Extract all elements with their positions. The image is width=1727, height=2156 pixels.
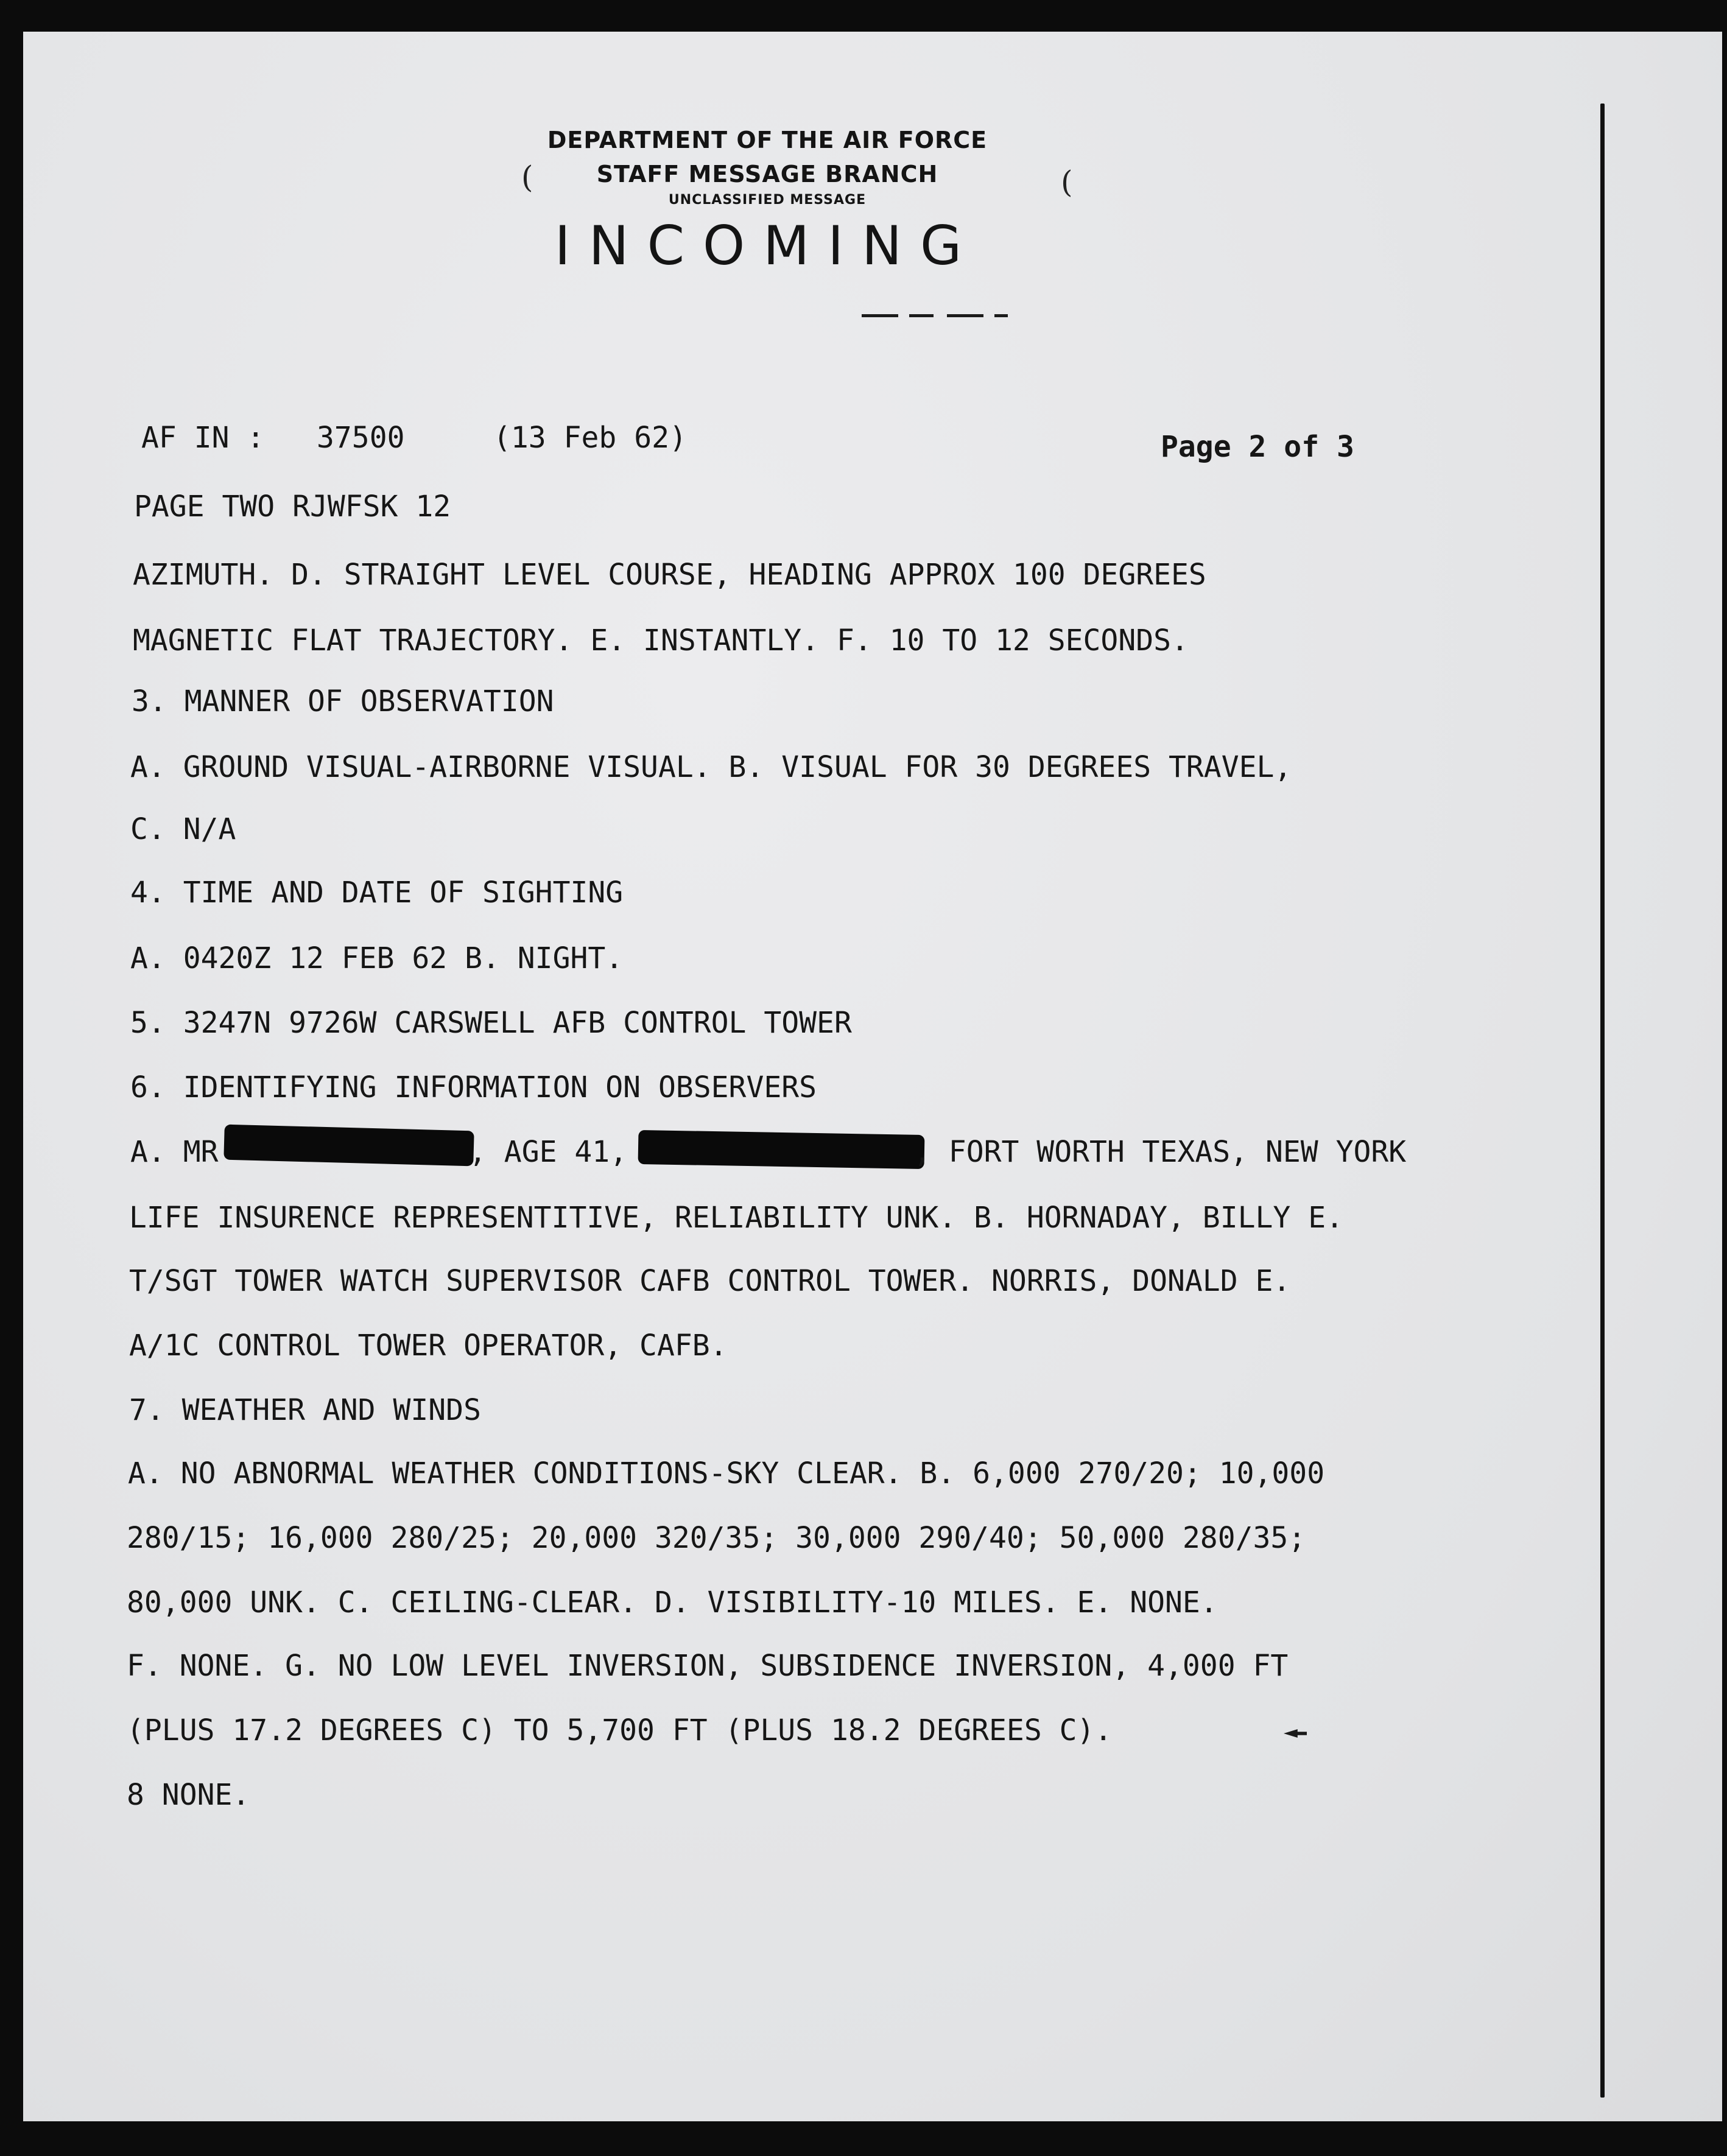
body-line-19: F. NONE. G. NO LOW LEVEL INVERSION, SUBSIDENCE INVERSION, 4,000 FT [127,1649,1289,1683]
body-line-15: 7. WEATHER AND WINDS [129,1393,481,1427]
body-line-05: A. GROUND VISUAL-AIRBORNE VISUAL. B. VISUAL FOR 30 DEGREES TRAVEL, [130,750,1292,784]
body-line-04: 3. MANNER OF OBSERVATION [132,684,554,718]
body-line-06: C. N/A [130,812,236,846]
body-line-01: PAGE TWO RJWFSK 12 [134,490,451,524]
body-line-11-age: , AGE 41, [469,1135,628,1169]
body-line-12: LIFE INSURENCE REPRESENTITIVE, RELIABILITY UNK. B. HORNADAY, BILLY E. [129,1201,1343,1235]
incoming-title: INCOMING [554,214,980,277]
bracket-left-mark: ( [521,160,533,195]
bracket-right-mark: ( [1061,164,1073,200]
body-line-17: 280/15; 16,000 280/25; 20,000 320/35; 30,000 290/40; 50,000 280/35; [127,1521,1306,1555]
page-number: Page 2 of 3 [1161,430,1354,464]
body-line-08: A. 0420Z 12 FEB 62 B. NIGHT. [130,941,624,975]
branch-heading: STAFF MESSAGE BRANCH [596,161,938,188]
redaction-name [223,1125,474,1167]
department-heading: DEPARTMENT OF THE AIR FORCE [547,127,988,153]
body-line-02: AZIMUTH. D. STRAIGHT LEVEL COURSE, HEADING APPROX 100 DEGREES [133,558,1206,592]
margin-rule [1600,104,1605,2098]
redaction-address [638,1130,925,1169]
body-line-16: A. NO ABNORMAL WEATHER CONDITIONS-SKY CLEAR. B. 6,000 270/20; 10,000 [128,1456,1325,1491]
body-line-18: 80,000 UNK. C. CEILING-CLEAR. D. VISIBILITY-10 MILES. E. NONE. [127,1585,1218,1620]
body-line-20: (PLUS 17.2 DEGREES C) TO 5,700 FT (PLUS 18.2 DEGREES C). [127,1713,1113,1747]
body-line-07: 4. TIME AND DATE OF SIGHTING [130,876,624,910]
body-line-13: T/SGT TOWER WATCH SUPERVISOR CAFB CONTROL TOWER. NORRIS, DONALD E. [129,1264,1291,1298]
classification-label: UNCLASSIFIED MESSAGE [668,192,867,208]
body-line-21: 8 NONE. [127,1778,250,1812]
body-line-14: A/1C CONTROL TOWER OPERATOR, CAFB. [129,1329,728,1363]
body-line-10: 6. IDENTIFYING INFORMATION ON OBSERVERS [130,1070,817,1104]
message-date: (13 Feb 62) [493,421,687,455]
af-in-number: 37500 [317,421,405,455]
body-line-03: MAGNETIC FLAT TRAJECTORY. E. INSTANTLY. F. 10 TO 12 SECONDS. [133,623,1189,658]
af-in-label: AF IN : [141,421,265,455]
body-line-11-start: A. MR [130,1135,219,1169]
body-line-11-end: , FORT WORTH TEXAS, NEW YORK [913,1135,1407,1169]
dash-rule [862,314,1008,317]
body-line-09: 5. 3247N 9726W CARSWELL AFB CONTROL TOWER [130,1006,852,1040]
